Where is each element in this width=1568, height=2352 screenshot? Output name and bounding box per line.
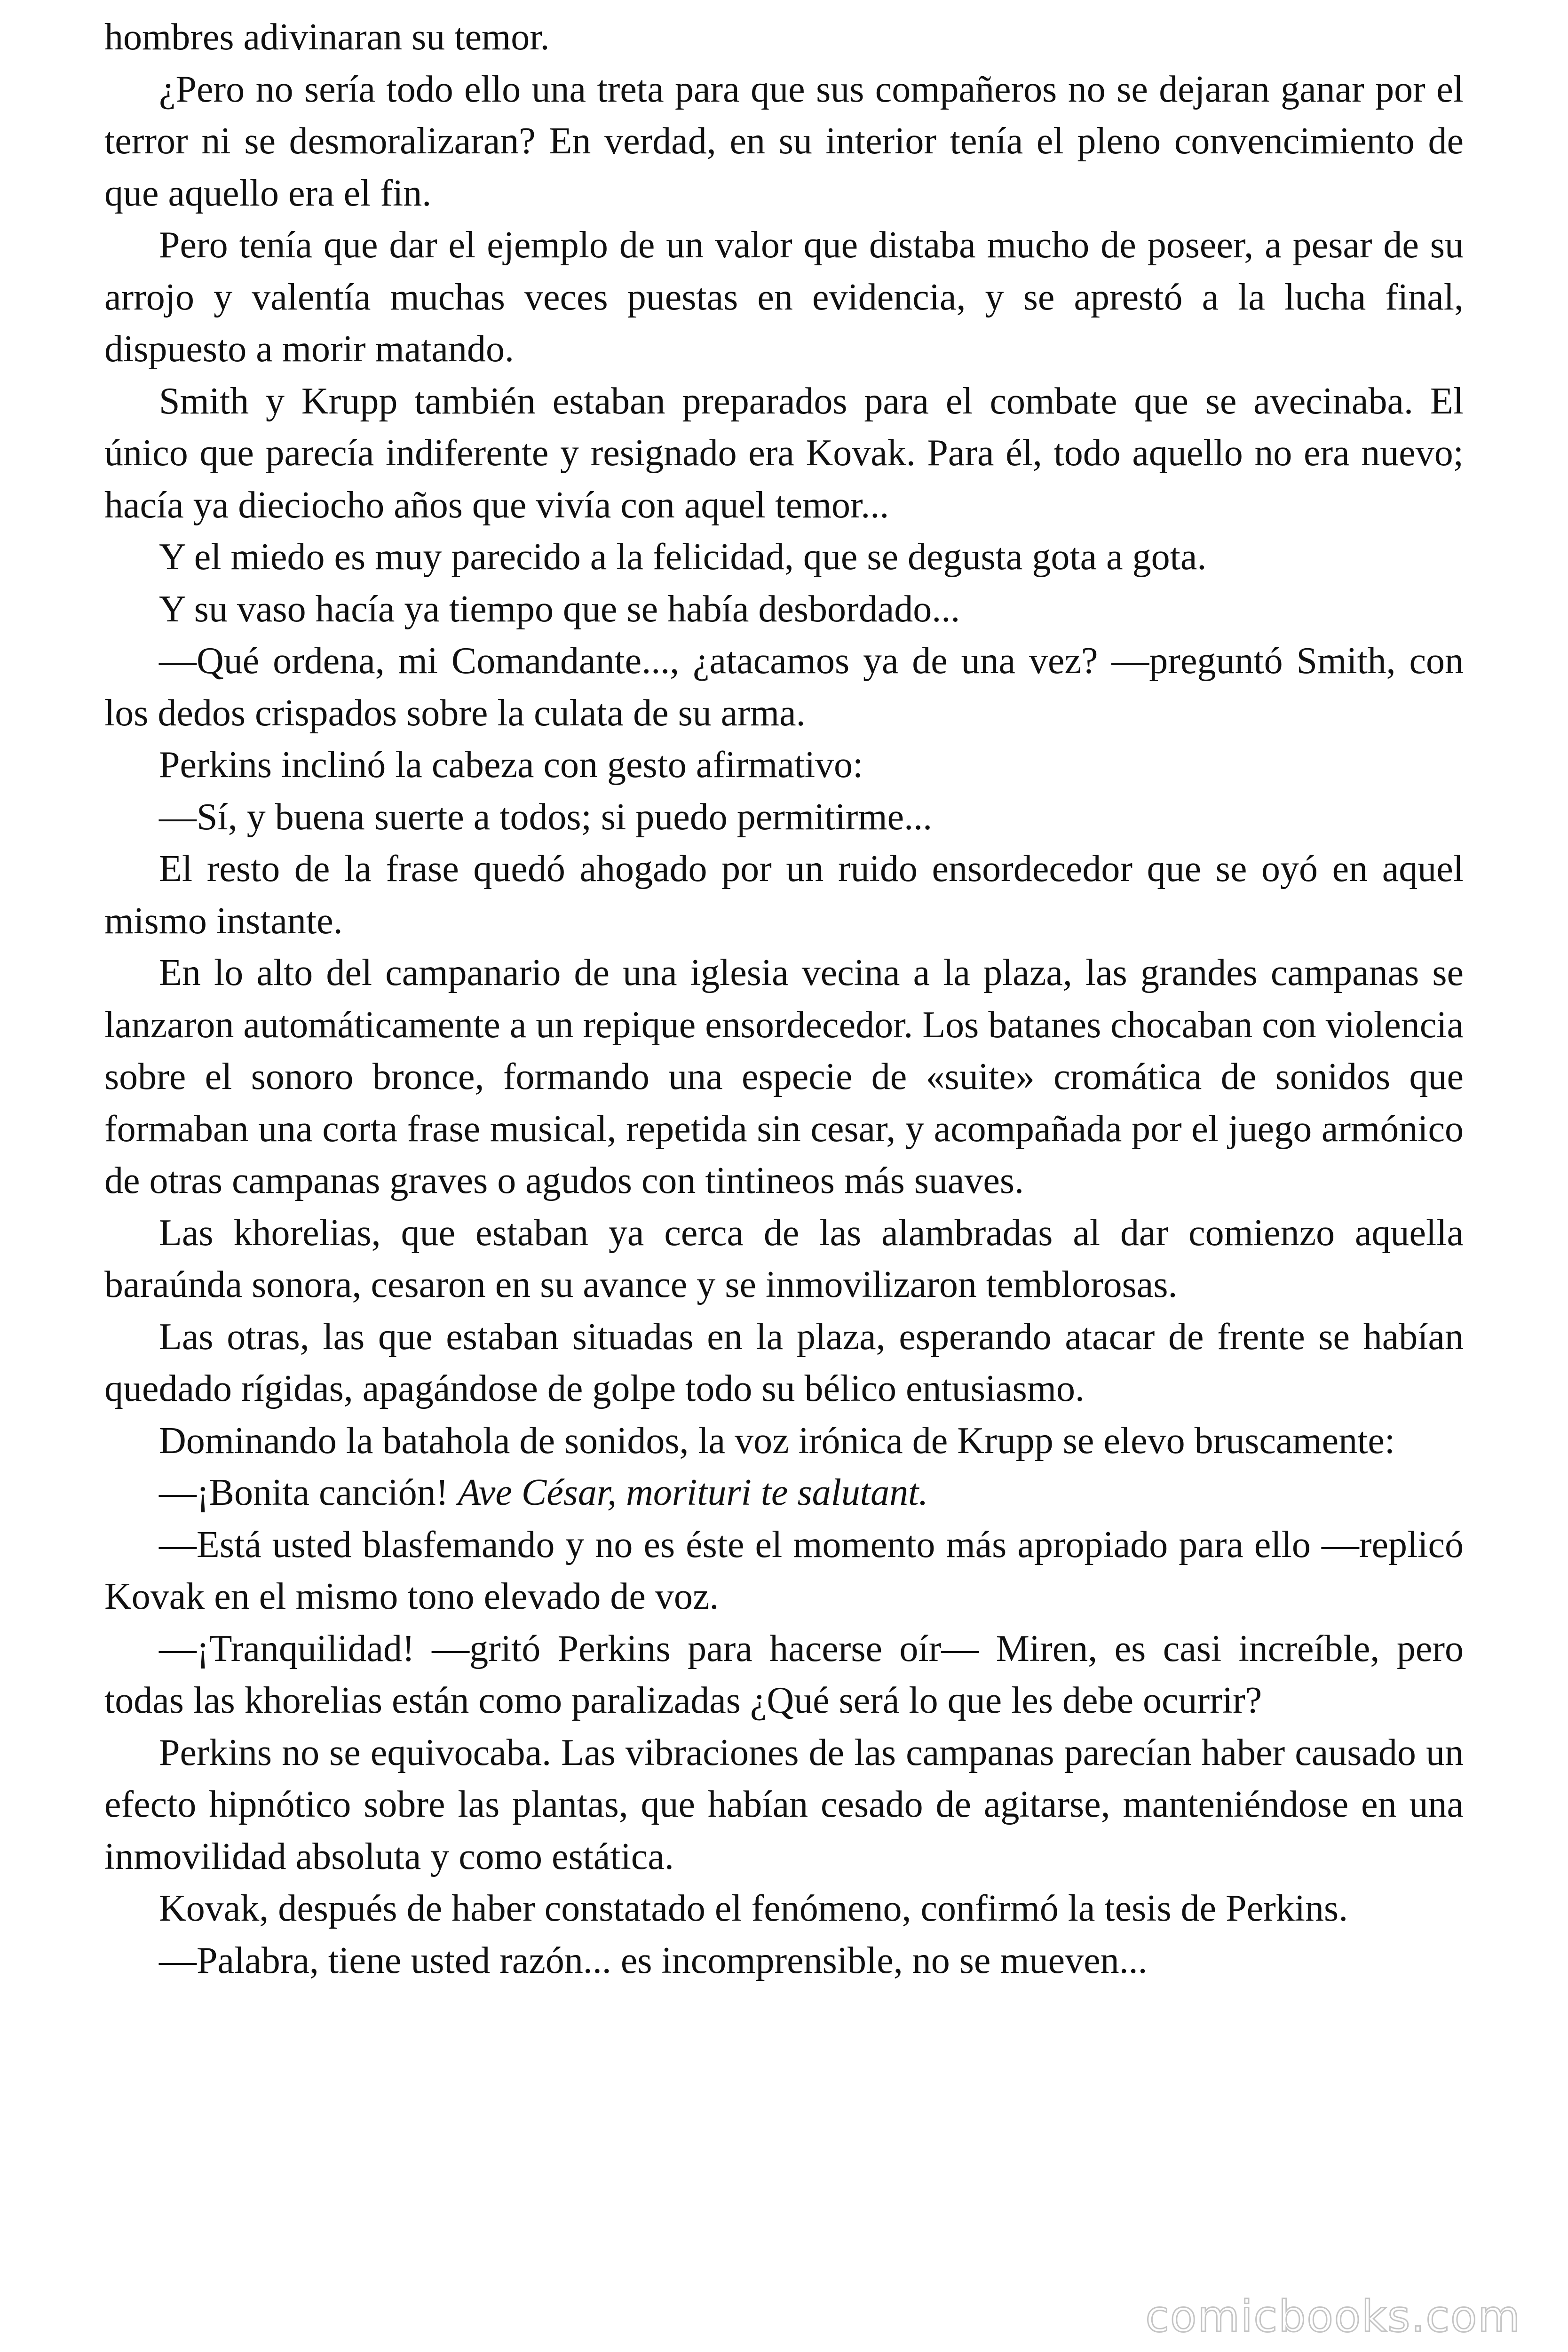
paragraph: —Sí, y buena suerte a todos; si puedo permitirme...	[159, 796, 933, 838]
paragraph: Y su vaso hacía ya tiempo que se había desbordado...	[159, 588, 960, 630]
paragraph: —Está usted blasfemando y no es éste el momento más apropiado para ello —replicó Kovak en el mismo tono elevado de voz.	[104, 1524, 1464, 1617]
paragraph: Y el miedo es muy parecido a la felicidad, que se degusta gota a gota.	[159, 536, 1207, 578]
watermark-logo: comicbooks.com	[1145, 2291, 1521, 2342]
paragraph: El resto de la frase quedó ahogado por un ruido ensordecedor que se oyó en aquel mismo instante.	[104, 848, 1464, 942]
dialogue-text: —¡Bonita canción!	[159, 1472, 458, 1513]
paragraph: Dominando la batahola de sonidos, la voz irónica de Krupp se elevo bruscamente:	[159, 1420, 1395, 1462]
paragraph: Perkins inclinó la cabeza con gesto afirmativo:	[159, 744, 863, 786]
paragraph: Perkins no se equivocaba. Las vibraciones de las campanas parecían haber causado un efecto hipnótico sobre las plantas, que habían cesado de agitarse, manteniéndose en una inmovilidad absoluta y como estática.	[104, 1732, 1464, 1877]
paragraph	[104, 1467, 1464, 1519]
paragraph: En lo alto del campanario de una iglesia vecina a la plaza, las grandes campanas se lanzaron automáticamente a un repique ensordecedor. Los batanes chocaban con violencia sobre el sonoro bronce, formando una especie de «suite» cromática de sonidos que formaban una corta frase musical, repetida sin cesar, y acompañada por el juego armónico de otras campanas graves o agudos con tintineos más suaves.	[104, 952, 1464, 1201]
paragraph: Las otras, las que estaban situadas en la plaza, esperando atacar de frente se habían quedado rígidas, apagándose de golpe todo su bélico entusiasmo.	[104, 1316, 1464, 1409]
paragraph: hombres adivinaran su temor.	[104, 16, 550, 58]
paragraph: —¡Tranquilidad! —gritó Perkins para hacerse oír— Miren, es casi increíble, pero todas las khorelias están como paralizadas ¿Qué será lo que les debe ocurrir?	[104, 1628, 1464, 1721]
paragraph: Kovak, después de haber constatado el fenómeno, confirmó la tesis de Perkins.	[159, 1888, 1348, 1929]
paragraph: Smith y Krupp también estaban preparados para el combate que se avecinaba. El único que parecía indiferente y resignado era Kovak. Para él, todo aquello no era nuevo; hacía ya dieciocho años que vivía con aquel temor...	[104, 380, 1464, 526]
latin-quote: Ave César, morituri te salutant.	[458, 1472, 928, 1513]
paragraph: —Palabra, tiene usted razón... es incomprensible, no se mueven...	[159, 1939, 1148, 1981]
document-page	[104, 11, 1464, 1986]
paragraph: Pero tenía que dar el ejemplo de un valor que distaba mucho de poseer, a pesar de su arrojo y valentía muchas veces puestas en evidencia, y se aprestó a la lucha final, dispuesto a morir matando.	[104, 224, 1464, 370]
paragraph: Las khorelias, que estaban ya cerca de las alambradas al dar comienzo aquella baraúnda sonora, cesaron en su avance y se inmovilizaron temblorosas.	[104, 1212, 1464, 1305]
paragraph: ¿Pero no sería todo ello una treta para que sus compañeros no se dejaran ganar por el terror ni se desmoralizaran? En verdad, en su interior tenía el pleno convencimiento de que aquello era el fin.	[104, 68, 1464, 214]
paragraph: —Qué ordena, mi Comandante..., ¿atacamos ya de una vez? —preguntó Smith, con los dedos crispados sobre la culata de su arma.	[104, 640, 1464, 734]
